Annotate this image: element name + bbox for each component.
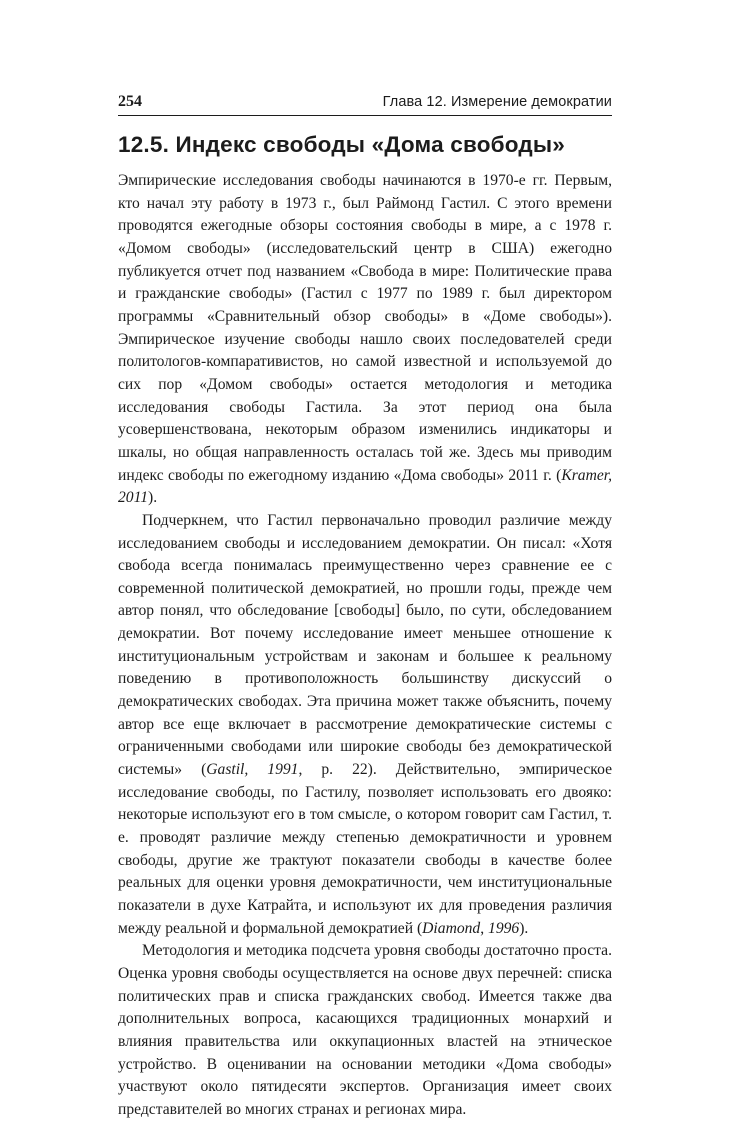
page-header	[118, 93, 612, 116]
section-title: 12.5. Индекс свободы «Дома свободы»	[118, 132, 565, 157]
citation-diamond-year: 1996	[488, 919, 520, 937]
paragraph-3-text: Методология и методика подсчета уровня свободы достаточно проста. Оценка уровня свободы осуществляется на основе двух перечней: списка политических прав и списка гражданских свобод. Имеется также два дополнительных вопроса, касающихся традиционных монархий и влияния правительства или оккупационных властей на этническое устройство. В оценивании на основании методики «Дома свободы» участвуют около пятидесяти экспертов. Организация имеет своих представителей во многих странах и регионах мира.	[118, 942, 612, 1118]
citation-kramer: Kramer, 2011	[118, 466, 612, 507]
citation-diamond-author: Diamond	[422, 919, 481, 937]
body-text	[118, 170, 612, 1122]
citation-separator: ,	[480, 919, 489, 937]
paragraph-2-text-middle: , p. 22). Действительно, эмпирическое исследование свободы, по Гастилу, позволяет использовать его двояко: некоторые используют его в том смысле, о котором говорит сам Гастил, т. е. проводят различие между степенью демократичности и уровнем свободы, другие же трактуют показатели свободы в качестве более реальных для оценки уровня демократичности, чем институциональные показатели в духе Катрайта, и используют их для проведения различия между реальной и формальной демократией (	[118, 761, 612, 937]
paragraph-3	[118, 940, 612, 1121]
paragraph-1-text-end: ).	[148, 489, 158, 507]
paragraph-1	[118, 170, 612, 510]
paragraph-2-text: Подчеркнем, что Гастил первоначально проводил различие между исследованием свободы и исследованием демократии. Он писал: «Хотя свобода всегда понималась преимущественно через сравнение ее с современной политической демократией, но прошли годы, прежде чем автор понял, что обследование [свободы] было, по сути, обследованием демократии. Вот почему исследование имеет меньшее отношение к институциональным устройствам и законам и большее к реальному поведению в противоположность большинству дискуссий о демократических свободах. Эта причина может также объяснить, почему автор все еще включает в рассмотрение демократические системы с ограниченными свободами или широкие свободы без демократической системы» (	[118, 511, 612, 779]
paragraph-2	[118, 510, 612, 940]
page-number: 254	[118, 93, 142, 110]
running-head: Глава 12. Измерение демократии	[382, 94, 612, 110]
paragraph-2-text-end: ).	[519, 919, 529, 937]
paragraph-1-text: Эмпирические исследования свободы начинаются в 1970-е гг. Первым, кто начал эту работу в 1973 г., был Раймонд Гастил. С этого времени проводятся ежегодные обзоры состояния свободы в мире, а с 1978 г. «Домом свободы» (исследовательский центр в США) ежегодно публикуется отчет под названием «Свобода в мире: Политические права и гражданские свободы» (Гастил с 1977 по 1989 г. был директором программы «Сравнительный обзор свободы» в «Доме свободы»). Эмпирическое изучение свободы нашло своих последователей среди политологов-компаративистов, но самой известной и используемой до сих пор «Домом свободы» остается методология и методика исследования свободы Гастила. За этот период она была усовершенствована, некоторым образом изменились индикаторы и шкалы, но общая направленность осталась той же. Здесь мы приводим индекс свободы по ежегодному изданию «Дома свободы» 2011 г. (	[118, 172, 612, 484]
citation-gastil: Gastil, 1991	[206, 761, 299, 779]
